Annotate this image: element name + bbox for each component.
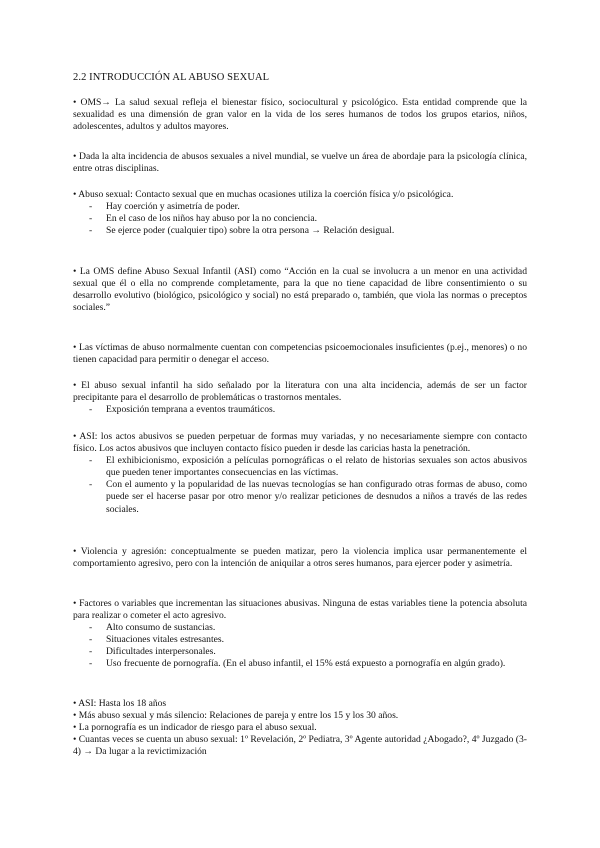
paragraph-violencia (73, 546, 527, 570)
list-item (73, 455, 527, 479)
dash-marker: - (89, 201, 93, 213)
list-item (73, 658, 527, 670)
list-item-text: Alto consumo de sustancias. (106, 622, 216, 634)
list-item-text: El exhibicionismo, exposición a películas pornográficas o el relato de historias sexuales son actos abusivos que pueden tener importantes consecuencias en las víctimas. (106, 455, 527, 479)
paragraph-factores (73, 598, 527, 671)
list-item (73, 213, 527, 225)
paragraph-incidencia (73, 151, 527, 175)
paragraph-text: • Las víctimas de abuso normalmente cuentan con competencias psicoemocionales insuficientes (p.ej., menores) o no tienen capacidad para permitir o denegar el acceso. (73, 342, 527, 366)
dash-marker: - (89, 634, 93, 646)
section-heading: 2.2 INTRODUCCIÓN AL ABUSO SEXUAL (73, 72, 270, 83)
list-item (73, 622, 527, 634)
paragraph-oms (73, 97, 527, 133)
dash-marker: - (89, 455, 93, 467)
list-item-text: Hay coerción y asimetría de poder. (106, 201, 240, 213)
paragraph-text: • Abuso sexual: Contacto sexual que en muchas ocasiones utiliza la coerción física y/o psicológica. (73, 189, 454, 200)
list-item-text: Exposición temprana a eventos traumáticos. (106, 404, 276, 416)
summary-line: • Cuantas veces se cuenta un abuso sexual: 1º Revelación, 2º Pediatra, 3º Agente autoridad ¿Abogado?, 4º Juzgado (3-4) → Da lugar a la revictimización (73, 734, 527, 758)
list-item (73, 479, 527, 515)
list-item-text: Con el aumento y la popularidad de las nuevas tecnologías se han configurado otras formas de abuso, como puede ser el hacerse pasar por otro menor y/o realizar peticiones de desnudos a niños a través de las redes sociales. (106, 479, 527, 515)
paragraph-abuso-sexual (73, 189, 527, 237)
list-item (73, 225, 527, 237)
list-item-text: En el caso de los niños hay abuso por la no conciencia. (106, 213, 318, 225)
list-item (73, 646, 527, 658)
paragraph-actos-abusivos (73, 431, 527, 516)
paragraph-text: • Factores o variables que incrementan las situaciones abusivas. Ninguna de estas variables tiene la potencia absoluta para realizar o cometer el acto agresivo. (73, 598, 527, 622)
dash-marker: - (89, 646, 93, 658)
paragraph-text: • ASI: los actos abusivos se pueden perpetuar de formas muy variadas, y no necesariamente siempre con contacto físico. Los actos abusivos que incluyen contacto físico pueden ir desde las caricias hasta la penetración. (73, 431, 527, 455)
paragraph-victimas (73, 342, 527, 366)
paragraph-text: • OMS→ La salud sexual refleja el bienestar físico, sociocultural y psicológico. Esta entidad comprende que la sexualidad es una dimensión de gran valor en la vida de los seres humanos de todos los grupos etarios, niños, adolescentes, adultos y adultos mayores. (73, 97, 527, 133)
dash-marker: - (89, 622, 93, 634)
paragraph-text: • La OMS define Abuso Sexual Infantil (ASI) como “Acción en la cual se involucra a un menor en una actividad sexual que él o ella no comprende completamente, para la que no tiene capacidad de libre consentimiento o su desarrollo evolutivo (biológico, psicológico y social) no está preparado o, también, que viola las normas o preceptos sociales.” (73, 266, 527, 314)
summary-line: • La pornografía es un indicador de riesgo para el abuso sexual. (73, 722, 317, 734)
list-item (73, 404, 527, 416)
summary-line: • ASI: Hasta los 18 años (73, 698, 167, 709)
dash-marker: - (89, 479, 93, 491)
paragraph-text: • Dada la alta incidencia de abusos sexuales a nivel mundial, se vuelve un área de abordaje para la psicología clínica, entre otras disciplinas. (73, 151, 527, 175)
paragraph-asi-definicion (73, 266, 527, 314)
dash-marker: - (89, 213, 93, 225)
paragraph-text: • El abuso sexual infantil ha sido señalado por la literatura con una alta incidencia, además de ser un factor precipitante para el desarrollo de problemáticas o trastornos mentales. (73, 380, 527, 404)
list-item-text: Situaciones vitales estresantes. (106, 634, 225, 646)
list-item (73, 201, 527, 213)
list-item (73, 634, 527, 646)
list-item-text: Uso frecuente de pornografía. (En el abuso infantil, el 15% está expuesto a pornografía en algún grado). (106, 658, 506, 670)
list-item-text: Se ejerce poder (cualquier tipo) sobre la otra persona → Relación desigual. (106, 225, 395, 237)
paragraph-text: • Violencia y agresión: conceptualmente se pueden matizar, pero la violencia implica usar permanentemente el comportamiento agresivo, pero con la intención de aniquilar a otros seres humanos, para ejercer poder y asimetría. (73, 546, 527, 570)
summary-line: • Más abuso sexual y más silencio: Relaciones de pareja y entre los 15 y los 30 años. (73, 710, 399, 722)
paragraph-abuso-infantil (73, 380, 527, 416)
dash-marker: - (89, 658, 93, 670)
list-item-text: Dificultades interpersonales. (106, 646, 216, 658)
paragraph-summary (73, 698, 527, 758)
dash-marker: - (89, 404, 93, 416)
dash-marker: - (89, 225, 93, 237)
